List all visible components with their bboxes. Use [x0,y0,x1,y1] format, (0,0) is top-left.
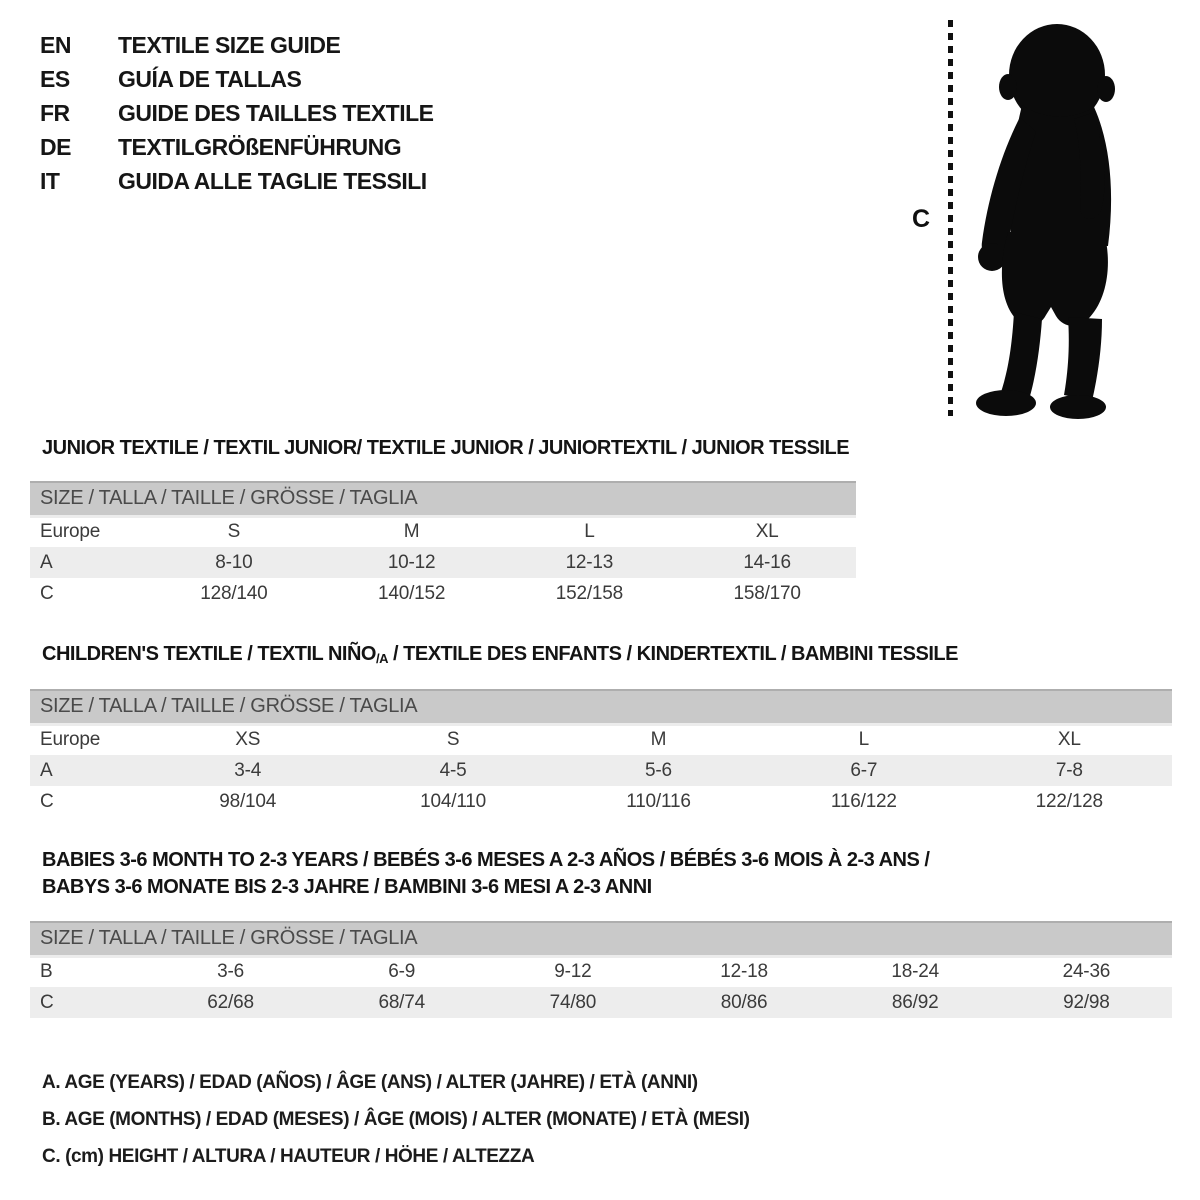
height-cell: 80/86 [658,987,829,1018]
language-title: GUÍA DE TALLAS [118,66,302,92]
height-cell: 74/80 [487,987,658,1018]
size-cell: XL [755,521,779,543]
months-cell: 24-36 [1062,961,1111,983]
row-label: A [30,755,145,786]
babies-title-line1: BABIES 3-6 MONTH TO 2-3 YEARS / BEBÉS 3-6 MESES A 2-3 AÑOS / BÉBÉS 3-6 MOIS À 2-3 ANS / [42,849,930,871]
age-cell: 12-13 [501,547,679,578]
table-row-sizes [30,516,856,547]
language-code: EN [40,32,71,58]
months-cell: 9-12 [554,961,592,983]
language-code: FR [40,100,70,126]
junior-size-table [30,481,856,609]
height-cell: 140/152 [377,582,446,604]
height-cell: 98/104 [219,790,277,812]
junior-section-title: JUNIOR TEXTILE / TEXTIL JUNIOR/ TEXTILE JUNIOR / JUNIORTEXTIL / JUNIOR TESSILE [42,437,850,459]
height-cell: 122/128 [1035,790,1103,812]
header-block [0,0,1200,437]
size-cell: M [650,729,667,751]
height-cell: 104/110 [420,790,487,812]
height-cell: 116/122 [830,790,897,812]
height-dashed-line [948,20,953,416]
size-cell: L [584,521,595,543]
size-cell: S [446,729,460,751]
row-label: Europe [40,521,101,543]
height-cell: 92/98 [1001,987,1172,1018]
children-size-table [30,689,1172,817]
height-cell: 158/170 [733,582,801,604]
size-header-bar: SIZE / TALLA / TAILLE / GRÖSSE / TAGLIA [30,922,1172,956]
size-cell: L [858,729,870,751]
height-measure-label: C [912,205,931,233]
row-label: A [30,547,145,578]
months-cell: 18-24 [891,961,939,983]
children-title-text: / TEXTILE DES ENFANTS / KINDERTEXTIL / BAMBINI TESSILE [387,643,958,665]
size-cell: XS [235,729,261,751]
children-title-text: CHILDREN'S TEXTILE / TEXTIL NIÑO [42,643,376,665]
language-code: IT [40,168,60,194]
height-measure-figure [0,0,1200,437]
table-row-age [30,547,856,578]
size-header-bar: SIZE / TALLA / TAILLE / GRÖSSE / TAGLIA [30,690,1172,724]
months-cell: 6-9 [388,961,416,983]
language-title: GUIDE DES TAILLES TEXTILE [118,100,434,126]
height-cell: 128/140 [200,582,268,604]
height-cell: 68/74 [316,987,487,1018]
height-cell: 110/116 [626,790,691,812]
legend-line-a: A. AGE (YEARS) / EDAD (AÑOS) / ÂGE (ANS) / ALTER (JAHRE) / ETÀ (ANNI) [42,1072,698,1093]
language-code: DE [40,134,71,160]
age-cell: 14-16 [678,547,856,578]
table-row-sizes [30,724,1172,755]
size-cell: XL [1057,729,1081,751]
height-cell: 86/92 [830,987,1001,1018]
table-row-height [30,578,856,609]
age-cell: 7-8 [967,755,1172,786]
size-cell: S [227,521,241,543]
babies-section-title [42,847,1200,901]
height-cell: 152/158 [555,582,624,604]
language-title: TEXTILE SIZE GUIDE [118,32,341,58]
age-cell: 8-10 [145,547,323,578]
legend [42,1064,1200,1175]
babies-title-line2: BABYS 3-6 MONATE BIS 2-3 JAHRE / BAMBINI 3-6 MESI A 2-3 ANNI [42,876,652,898]
language-title: TEXTILGRÖßENFÜHRUNG [118,134,402,160]
legend-line-c: C. (cm) HEIGHT / ALTURA / HAUTEUR / HÖHE / ALTEZZA [42,1146,535,1167]
age-cell: 10-12 [323,547,501,578]
table-row-months [30,956,1172,987]
babies-size-table [30,921,1172,1018]
row-label: B [40,961,53,983]
row-label: Europe [40,729,101,751]
children-title-subscript: /A [375,651,388,666]
age-cell: 3-4 [145,755,350,786]
height-cell: 62/68 [145,987,316,1018]
row-label: C [30,987,145,1018]
table-row-height [30,987,1172,1018]
age-cell: 4-5 [350,755,555,786]
age-cell: 5-6 [556,755,761,786]
toddler-silhouette-icon [962,16,1140,420]
children-section-title [42,643,1200,667]
size-header-bar: SIZE / TALLA / TAILLE / GRÖSSE / TAGLIA [30,482,856,516]
table-row-height [30,786,1172,817]
size-cell: M [403,521,420,543]
language-code: ES [40,66,70,92]
age-cell: 6-7 [761,755,966,786]
months-cell: 12-18 [720,961,768,983]
row-label: C [40,790,54,812]
table-row-age [30,755,1172,786]
language-title: GUIDA ALLE TAGLIE TESSILI [118,168,427,194]
months-cell: 3-6 [217,961,245,983]
legend-line-b: B. AGE (MONTHS) / EDAD (MESES) / ÂGE (MOIS) / ALTER (MONATE) / ETÀ (MESI) [42,1109,750,1130]
row-label: C [40,582,54,604]
